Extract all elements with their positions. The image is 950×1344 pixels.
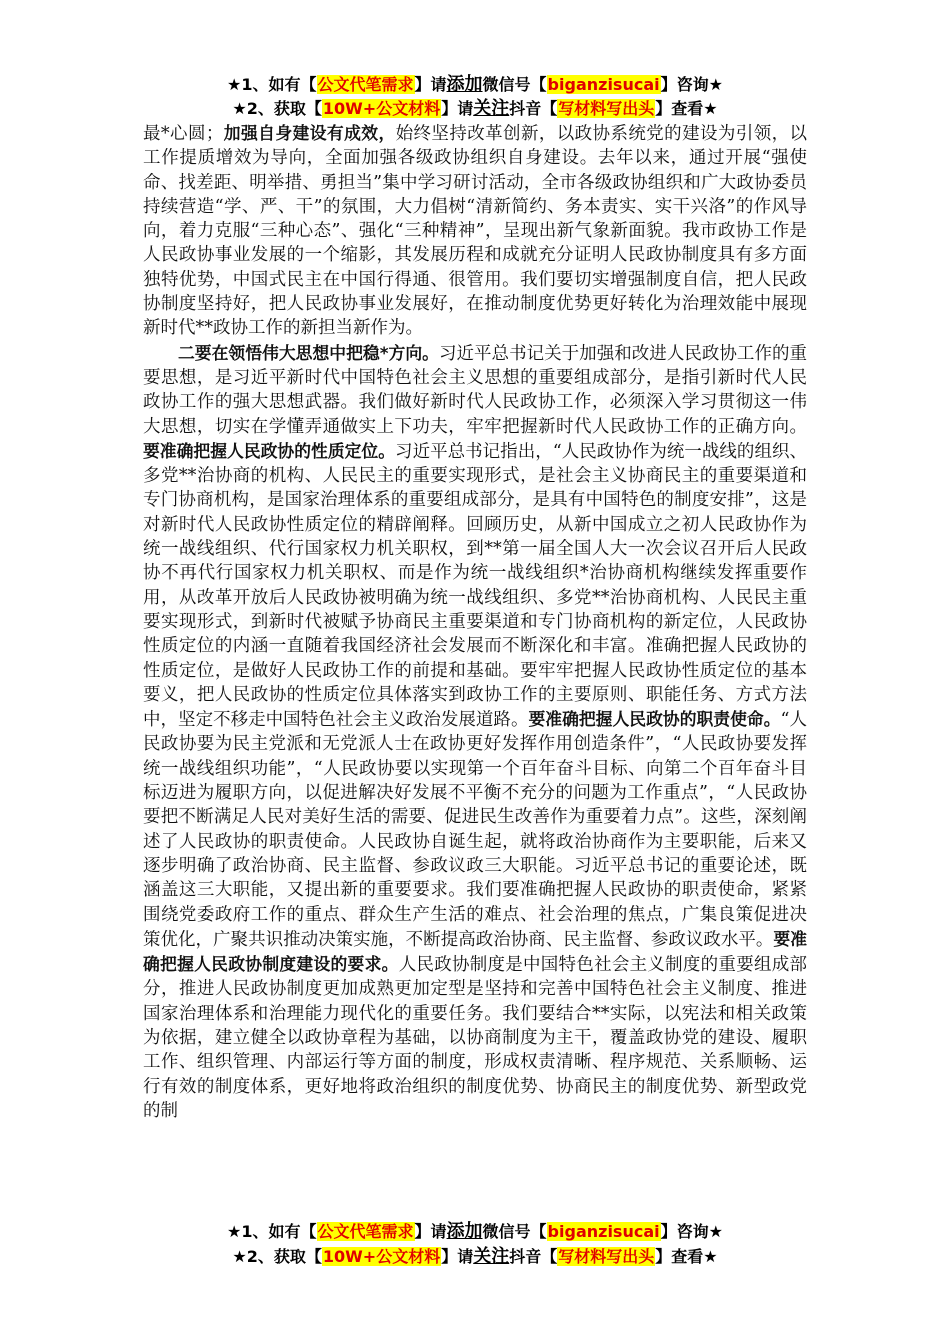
underlined-add: 添加: [446, 1221, 483, 1242]
bold-heading: 加强自身建设有成效，: [223, 123, 396, 143]
paragraph-1: 最*心圆；加强自身建设有成效，始终坚持改革创新，以政协系统党的建设为引领，以工作提质增效为导向，全面加强各级政协组织自身建设。去年以来，通过开展“强使命、找差距、明举措、勇担当”集中学习研讨活动，全市各级政协组织和广大政协委员持续营造“学、严、干”的氛围，大力倡树“清新简约、务本责实、实干兴洛”的作风导向，着力克服“三种心态”、强化“三种精神”，呈现出新气象新面貌。我市政协工作是人民政协事业发展的一个缩影，其发展历程和成就充分证明人民政协制度具有多方面独特优势，中国式民主在中国行得通、很管用。我们要切实增强制度自信，把人民政协制度坚持好，把人民政协事业发展好，在推动制度优势更好转化为治理效能中展现新时代**政协工作的新担当新作为。: [143, 123, 807, 339]
section-heading: 二要在领悟伟大思想中把稳*方向。: [178, 342, 439, 363]
star-icon: ★: [232, 99, 247, 118]
underlined-follow: 关注: [473, 1246, 510, 1267]
paragraph-2: 二要在领悟伟大思想中把稳*方向。习近平总书记关于加强和改进人民政协工作的重要思想，是习近平新时代中国特色社会主义思想的重要组成部分，是指引新时代人民政协工作的强大思想武器。我们做好新时代人民政协工作，必须深入学习贯彻这一伟大思想，切实在学懂弄通做实上下功夫，牢牢把握新时代人民政协工作的正确方向。要准确把握人民政协的性质定位。习近平总书记指出，“人民政协作为统一战线的组织、多党**治协商的机构、人民民主的重要实现形式，是社会主义协商民主的重要渠道和专门协商机构，是国家治理体系的重要组成部分，是具有中国特色的制度安排”，这是对新时代人民政协性质定位的精辟阐释。回顾历史，从新中国成立之初人民政协作为统一战线组织、代行国家权力机关职权，到**第一届全国人大一次会议召开后人民政协不再代行国家权力机关职权、而是作为统一战线组织*治协商机构继续发挥重要作用，从改革开放后人民政协被明确为统一战线组织、多党**治协商机构、人民民主重要实现形式，到新时代被赋予协商民主重要渠道和专门协商机构的新定位，人民政协性质定位的内涵一直随着我国经济社会发展而不断深化和丰富。准确把握人民政协的性质定位，是做好人民政协工作的前提和基础。要牢牢把握人民政协性质定位的基本要义，把人民政协的性质定位具体落实到政协工作的主要原则、职能任务、方式方法中，坚定不移走中国特色社会主义政治发展道路。要准确把握人民政协的职责使命。“人民政协要为民主党派和无党派人士在政协更好发挥作用创造条件”，“人民政协要发挥统一战线组织功能”，“人民政协要以实现第一个百年奋斗目标、向第二个百年奋斗目标迈进为履职方向，以促进解决好发展不平衡不充分的问题为工作重点”，“人民政协要把不断满足人民对美好生活的需要、促进民生改善作为重要着力点”。这些，深刻阐述了人民政协的职责使命。人民政协自诞生起，就将政治协商作为主要职能，后来又逐步明确了政治协商、民主监督、参政议政三大职能。习近平总书记的重要论述，既涵盖这三大职能，又提出新的重要要求。我们要准确把握人民政协的职责使命，紧紧围绕党委政府工作的重点、群众生产生活的难点、社会治理的焦点，广集良策促进决策优化，广聚共识推动决策实施，不断提高政治协商、民主监督、参政议政水平。要准确把握人民政协制度建设的要求。人民政协制度是中国特色社会主义制度的重要组成部分，推进人民政协制度更加成熟更加定型是坚持和完善中国特色社会主义制度、推进国家治理体系和治理能力现代化的重要任务。我们要结合**实际，以宪法和相关政策为依据，建立健全以政协章程为基础，以协商制度为主干，覆盖政协党的建设、履职工作、组织管理、内部运行等方面的制度，形成权责清晰、程序规范、关系顺畅、运行有效的制度体系，更好地将政治组织的制度优势、协商民主的制度优势、新型政党的制: [143, 342, 808, 1121]
highlight-materials: 10W+公文材料: [322, 1247, 441, 1266]
footer-banner-line1: ★1、如有【公文代笔需求】请添加微信号【biganzisucai】咨询★: [227, 1221, 723, 1242]
highlight-douyin-name: 写材料写出头: [558, 99, 655, 118]
highlight-materials: 10W+公文材料: [322, 99, 441, 118]
underlined-follow: 关注: [473, 98, 510, 119]
bold-heading: 要准确把握人民政协制度建设的要求。: [143, 928, 807, 975]
document-body: [143, 121, 807, 1123]
footer-banner-line2: ★2、获取【10W+公文材料】请关注抖音【写材料写出头】查看★: [232, 1246, 718, 1267]
bold-heading: 要准确把握人民政协的职责使命。: [528, 709, 781, 730]
bold-heading: 要准确把握人民政协的性质定位。: [143, 440, 396, 461]
header-banner-line2: ★2、获取【10W+公文材料】请关注抖音【写材料写出头】查看★: [232, 98, 718, 119]
star-icon: ★: [227, 75, 242, 94]
star-icon: ★: [232, 1247, 247, 1266]
highlight-service: 公文代笔需求: [317, 1222, 414, 1241]
highlight-wechat-id: biganzisucai: [547, 1222, 660, 1241]
star-icon: ★: [227, 1222, 242, 1241]
highlight-douyin-name: 写材料写出头: [558, 1247, 655, 1266]
highlight-wechat-id: biganzisucai: [547, 75, 660, 94]
underlined-add: 添加: [446, 74, 483, 95]
header-banner-line1: ★1、如有【公文代笔需求】请添加微信号【biganzisucai】咨询★: [227, 74, 723, 95]
highlight-service: 公文代笔需求: [317, 75, 414, 94]
